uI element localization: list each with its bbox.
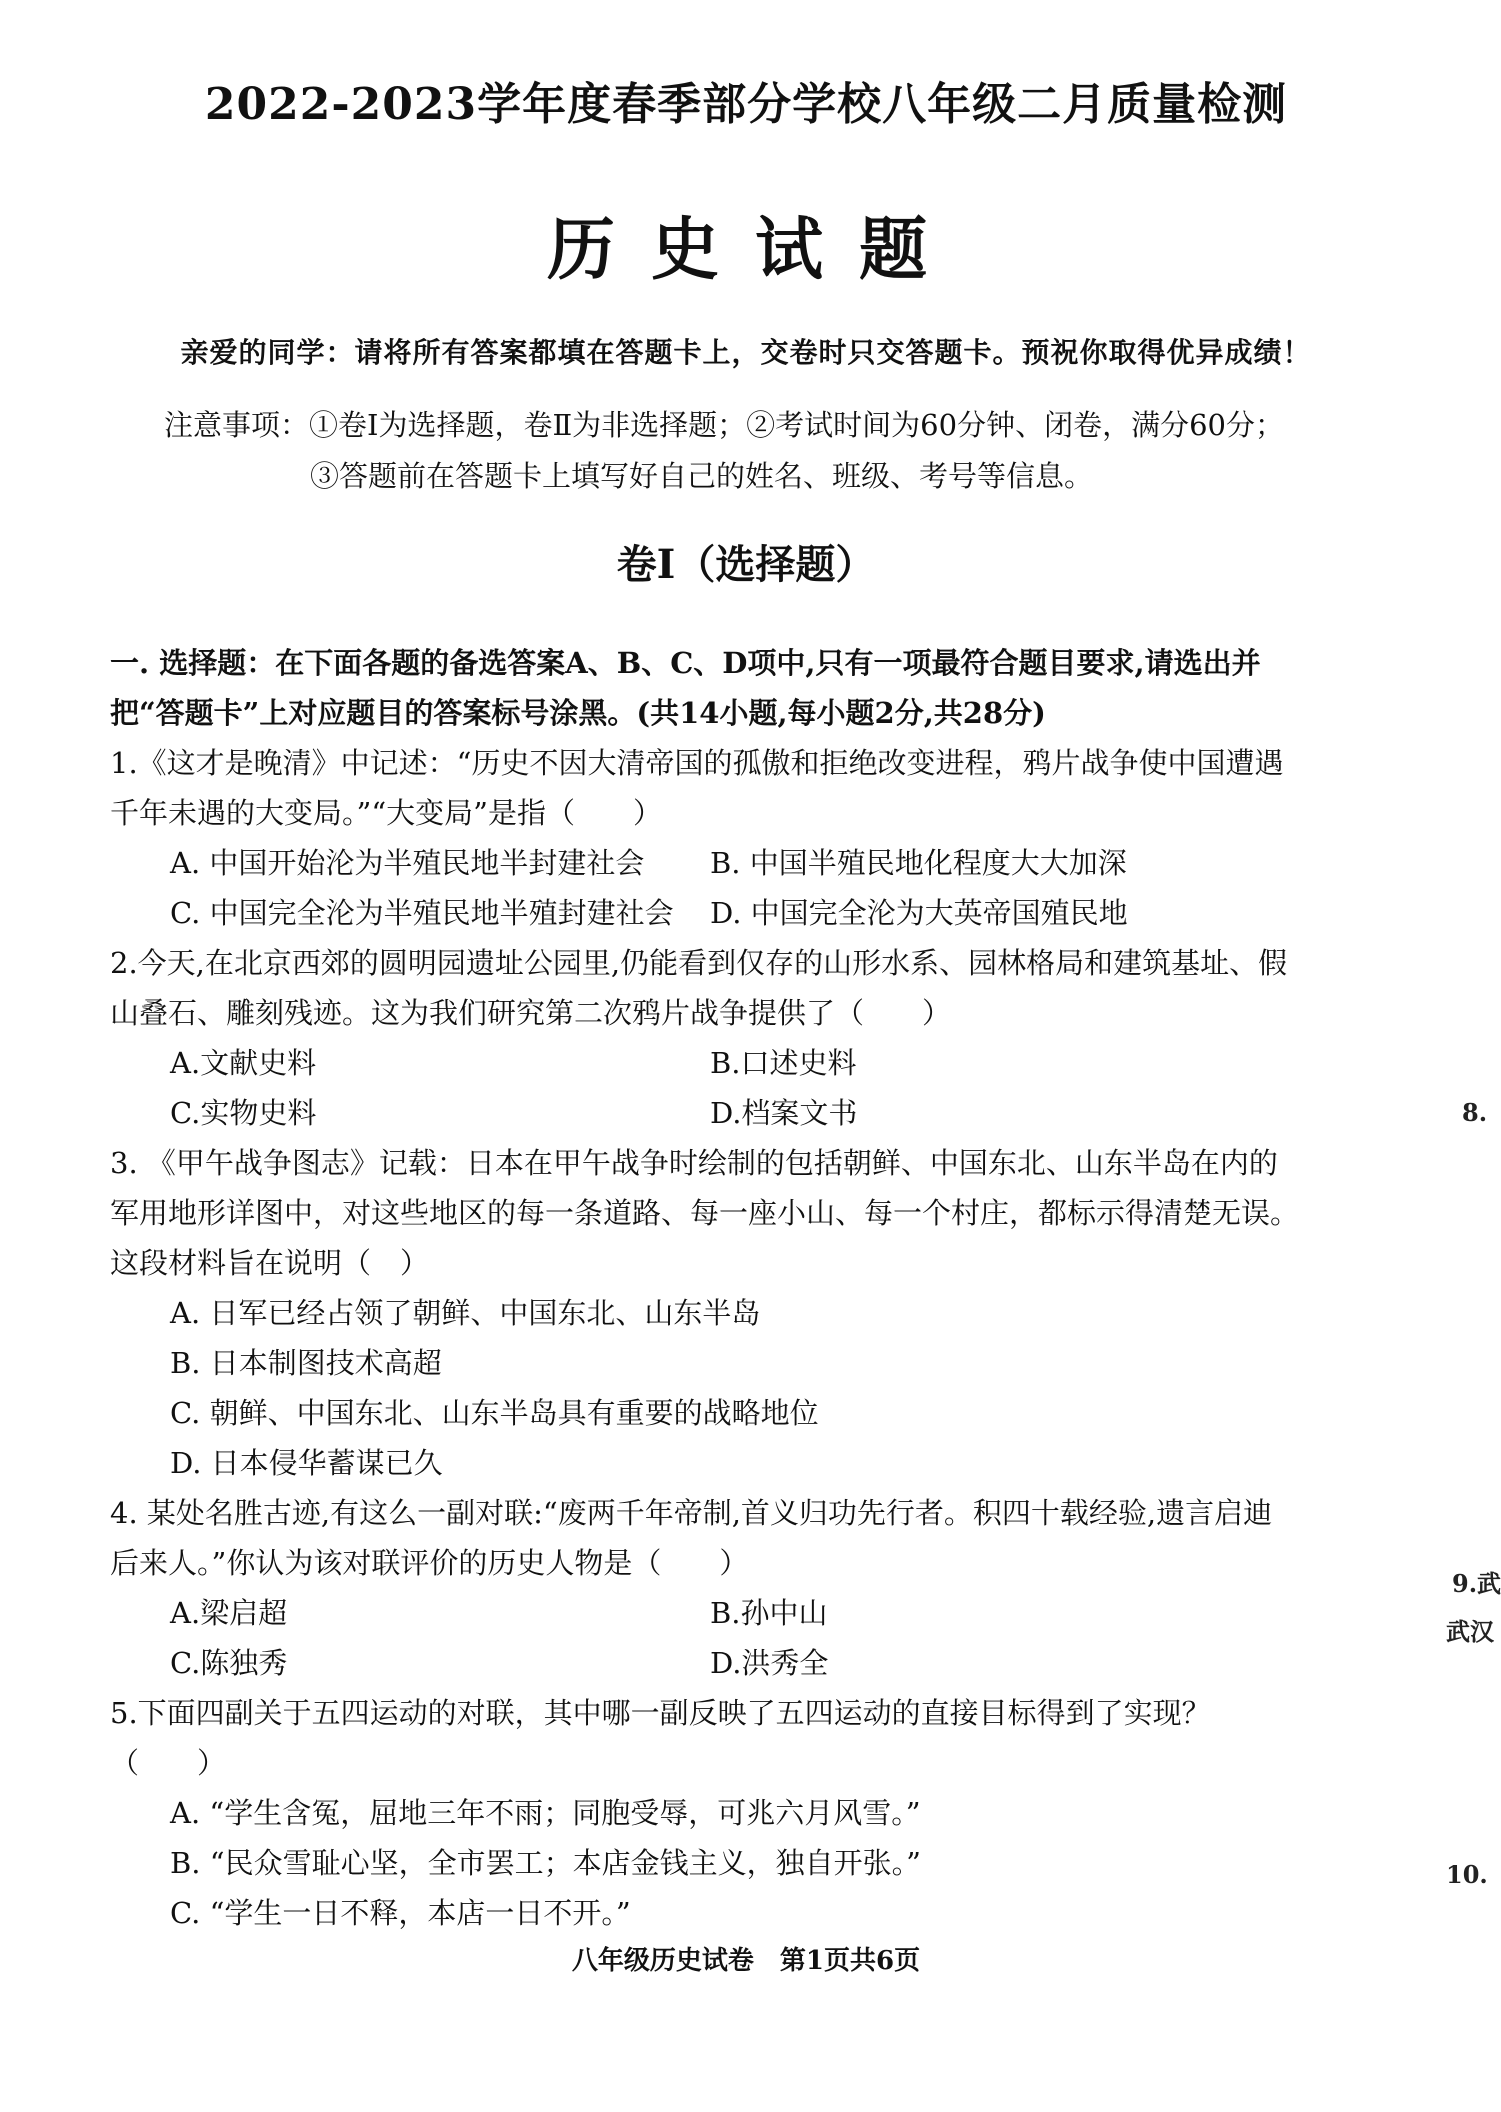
question-3 <box>110 1138 1300 1488</box>
question-area <box>110 638 1300 1938</box>
section-title: 卷Ⅰ（选择题） <box>616 541 876 588</box>
page-footer: 八年级历史试卷 第1页共6页 <box>571 1946 921 1976</box>
option-a: A. “学生含冤，屈地三年不雨；同胞受辱，可兆六月风雪。” <box>170 1796 921 1830</box>
notice-line-2: ③答题前在答题卡上填写好自己的姓名、班级、考号等信息。 <box>310 459 1094 493</box>
option-c: C. 朝鲜、中国东北、山东半岛具有重要的战略地位 <box>170 1396 819 1430</box>
option-d: D. 中国完全沦为大英帝国殖民地 <box>710 896 1128 930</box>
question-stem: 3. 《甲午战争图志》记载：日本在甲午战争时绘制的包括朝鲜、中国东北、山东半岛在内的军用地形详图中，对这些地区的每一条道路、每一座小山、每一个村庄，都标示得清楚无误。这段材料旨在说明（ ） <box>110 1146 1300 1280</box>
option-b: B. 日本制图技术高超 <box>170 1346 442 1380</box>
option-d: D.档案文书 <box>710 1096 858 1130</box>
option-a: A. 日军已经占领了朝鲜、中国东北、山东半岛 <box>170 1296 761 1330</box>
option-c: C.实物史料 <box>170 1096 317 1130</box>
option-group <box>110 1788 1300 1938</box>
edge-fragment-wuhan: 武汉 <box>1446 1617 1494 1646</box>
option-d: D. 日本侵华蓄谋已久 <box>170 1446 443 1480</box>
subject-title: 历史试题 <box>546 210 963 290</box>
option-a: A. 中国开始沦为半殖民地半封建社会 <box>170 846 645 880</box>
question-5 <box>110 1688 1300 1938</box>
question-4 <box>110 1488 1300 1688</box>
question-stem: 1.《这才是晚清》中记述：“历史不因大清帝国的孤傲和拒绝改变进程，鸦片战争使中国遭遇千年未遇的大变局。”“大变局”是指（ ） <box>110 746 1284 830</box>
question-1 <box>110 738 1300 938</box>
option-c: C. 中国完全沦为半殖民地半殖封建社会 <box>170 896 674 930</box>
option-b: B. 中国半殖民地化程度大大加深 <box>710 846 1127 880</box>
edge-fragment-8: 8. <box>1462 1098 1488 1127</box>
option-b: B. “民众雪耻心坚，全市罢工；本店金钱主义，独自开张。” <box>170 1846 921 1880</box>
question-2 <box>110 938 1300 1138</box>
notice-line-1: 注意事项：①卷Ⅰ为选择题，卷Ⅱ为非选择题；②考试时间为60分钟、闭卷，满分60分； <box>164 408 1284 442</box>
option-c: C.陈独秀 <box>170 1646 288 1680</box>
option-group <box>110 1038 1300 1138</box>
edge-fragment-10: 10. <box>1446 1860 1488 1889</box>
exam-title: 2022-2023学年度春季部分学校八年级二月质量检测 <box>204 79 1288 130</box>
option-group <box>110 1288 1300 1488</box>
option-b: B.孙中山 <box>710 1596 828 1630</box>
question-stem: 4. 某处名胜古迹,有这么一副对联:“废两千年帝制,首义归功先行者。积四十载经验,遗言启迪后来人。”你认为该对联评价的历史人物是（ ） <box>110 1496 1273 1580</box>
option-b: B.口述史料 <box>710 1046 857 1080</box>
option-a: A.梁启超 <box>170 1596 288 1630</box>
option-a: A.文献史料 <box>170 1046 317 1080</box>
option-d: D.洪秀全 <box>710 1646 829 1680</box>
edge-fragment-9: 9.武 <box>1452 1569 1501 1598</box>
question-stem: 5.下面四副关于五四运动的对联，其中哪一副反映了五四运动的直接目标得到了实现？（ ） <box>110 1696 1211 1780</box>
option-group <box>110 1588 1300 1688</box>
section-instruction: 一. 选择题：在下面各题的备选答案A、B、C、D项中,只有一项最符合题目要求,请选出并把“答题卡”上对应题目的答案标号涂黑。(共14小题,每小题2分,共28分) <box>110 646 1261 730</box>
option-group <box>110 838 1300 938</box>
greeting-line: 亲爱的同学：请将所有答案都填在答题卡上，交卷时只交答题卡。预祝你取得优异成绩！ <box>180 336 1312 369</box>
option-c: C. “学生一日不释，本店一日不开。” <box>170 1896 631 1930</box>
question-stem: 2.今天,在北京西郊的圆明园遗址公园里,仍能看到仅存的山形水系、园林格局和建筑基址、假山叠石、雕刻残迹。这为我们研究第二次鸦片战争提供了（ ） <box>110 946 1288 1030</box>
